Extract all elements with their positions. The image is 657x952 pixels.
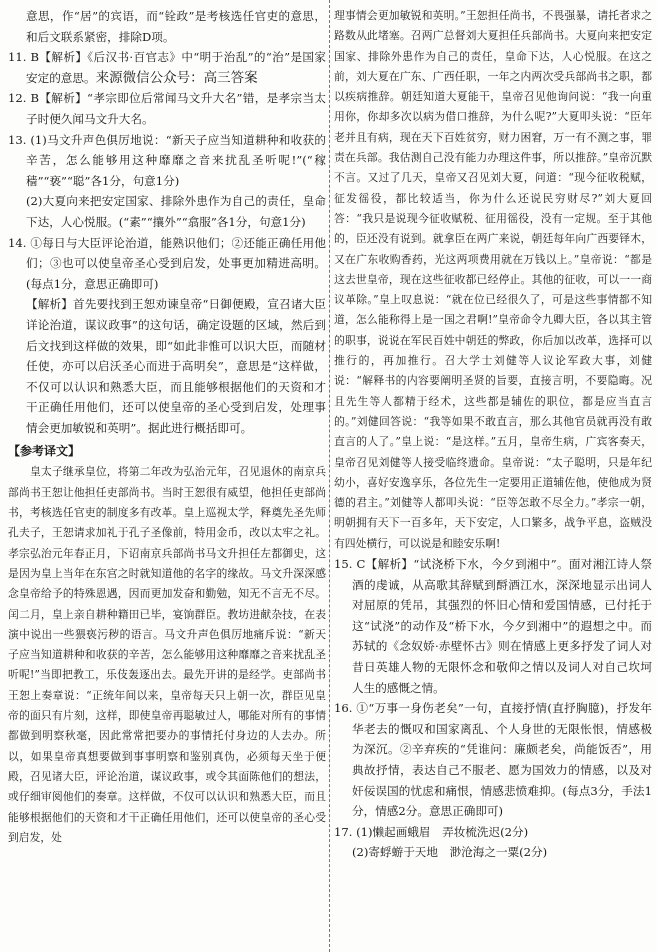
translation-continued: 理事情会更加敏锐和英明。”王恕担任尚书，不畏强暴，请托者求之路数从此堵塞。召两广总督刘大夏担任兵部尚书。大夏向来把安定国家、排除外患作为自己的责任，皇命下达，人心悦服。在这之前，刘大夏在广东、广西任职，一年之内两次受兵部尚书之职，都以疾病推辞。朝廷知道大夏能干，皇帝召见他询问说：“我一向重用你，你却多次以病为借口推辞，为什么呢?”大夏叩头说：“臣年老并且有病，现在天下百姓贫穷，财力困窘，万一有不测之事，罪责在兵部。我估测自己没有能力办理这件事，所以推辞。”皇帝沉默不言。又过了几天，皇帝又召见刘大夏，问道：“现今征收税赋，征发徭役，都比较适当，你为什么还说民穷财尽?”刘大夏回答：“我只是说现今征收赋税、征用徭役，没有一定规。至于其他的，臣还没有说到。就拿臣在两广来说，朝廷每年向广西要铎木，又在广东收购香药，光这两项费用就在万钱以上。”皇帝说：“都是这去世皇帝，现在这些征收都已经停止。其他的征收，可以一一商议革除。”皇上叹息说：“就在位已经很久了，可是这些事情都不知道，怎么能称得上是一国之君啊!”皇帝命令九卿大臣，各以其主管的职事，说说在军民百姓中朝廷的弊政，你后加以改革，选择可以推行的，再加推行。召大学士刘健等人议论军政大事，刘健说：“解释书的内容要阐明圣贤的旨要，直接言明，不要隐晦。况且先生等人都精于经术，这些都是辅佐的职位，都是应当直言的。”刘健回答说：“我等如果不敢直言，那么其他官员就再没有敢直言的人了。”皇上说：“是这样。”五月，皇帝生病，广宾客奏天，皇帝召见刘健等人接受临终遗命。皇帝说：“太子聪明，只是年纪幼小，喜好安逸享乐，各位先生一定要用正道辅佐他，使他成为贤德的君主。”刘健等人都叩头说：“臣等怎敢不尽全力。”孝宗一朝，明朝拥有天下一百多年，天下安定，人口繁多，战争平息，盗贼没有四处横行，可以说是和睦安乐啊! [334, 9, 652, 550]
answer-15: 15. C【解析】“试浇桥下水，今夕到湘中”。面对湘江诗人祭酒的虔诚，从高歌其辞赋到酹酒江水，深深地显示出词人对屈原的凭吊，其强烈的怀旧心情和爱国情感，已付托于这“试浇”的动作及“桥下水，今夕到湘中”的遐想之中。而苏轼的《念奴娇·赤壁怀古》则在情感上更多抒发了词人对昔日英雄人物的无限怀念和敬仰之情以及词人对自己坎坷人生的感慨之情。 [334, 557, 652, 695]
column-divider [329, 0, 330, 952]
answer-10-tail: 意思，作“居”的宾语，而“铨政”是考核选任官吏的意思，和后文联系紧密，排除D项。 [26, 9, 326, 44]
answer-13-part1: 13. (1)马文升声色俱厉地说：“新天子应当知道耕种和收获的辛苦，怎么能够用这种靡靡之音来扰乱圣听呢!”(“稼穑”“亵”“聪”各1分，句意1分) [8, 132, 326, 188]
answer-12: 12. B【解析】“孝宗即位后常闻马文升大名”错，是孝宗当太子时便久闻马文升大名。 [8, 91, 326, 126]
section-title-translation: 【参考译文】 [8, 444, 81, 459]
answer-13-part2: (2)大夏向来把安定国家、排除外患作为自己的责任，皇命下达，人心悦服。(“素”“攘外”“翕服”各1分，句意1分) [26, 194, 326, 229]
answer-17-part2: (2)寄蜉蝣于天地 渺沧海之一粟(2分) [352, 845, 548, 860]
answer-16: 16. ①“万事一身伤老矣”一句，直接抒情(直抒胸臆)，抒发年华老去的慨叹和国家离乱、个人身世的无限怅恨，情感极为深沉。②辛弃疾的“凭谁问：廉颇老矣，尚能饭否”，用典故抒情，表达自己不服老、愿为国效力的情感，以及对奸佞误国的忧虑和痛恨，情感悲愤难抑。(每点3分，手法1分，情感2分。意思正确即可) [334, 701, 652, 819]
answer-11-text: 11. B【解析】《后汉书·百官志》中“明于治乱”的“治”是国家安定的意思。 [8, 50, 326, 85]
answer-17-part1: 17. (1)懒起画蛾眉 弄妆梳洗迟(2分) [334, 824, 529, 839]
translation-text: 皇太子继承皇位，将第二年改为弘治元年，召见退休的南京兵部尚书王恕让他担任吏部尚书。当时王恕很有威望，他担任吏部尚书，考核选任官吏的制度多有改革。皇上巡视太学，释奠先圣先师孔夫子，王恕请求加礼于孔子圣像前，特用金币，改以太牢之礼。孝宗弘治元年春正月，下诏南京兵部尚书马文升担任左都御史，这是因为皇上当年在东宫之时就知道他的名字的缘故。马文升深深感念皇帝给予的特殊恩遇，因而更加发奋和勤勉，知无不言无不尽。闰二月，皇上亲自耕种籍田已毕，宴饷群臣。教坊进献杂技，在表演中说出一些猥亵污秽的语言。马文升声色俱厉地痛斥说：“新天子应当知道耕种和收获的辛苦，怎么能够用这种靡靡之音来扰乱圣听呢!”当即把教工，乐伎轰逐出去。最先开讲的是经学。吏部尚书王恕上奏章说：“正统年间以来，皇帝每天只上朝一次，群臣见皇帝的面只有片刻，这样，即使皇帝再聪敏过人，哪能对所有的事情都做到明察秋毫，因此常常把要办的事情托付身边的人去办。所以，如果皇帝真想要做到事事明察和鉴别真伪，必须每天坐于便殿，召见诸大臣，评论治道，谋议政事，或令其面陈他们的想法，或仔细审阅他们的奏章。这样做，不仅可以认识和熟悉大臣，而且能够根据他们的天资和才干正确任用他们，还可以使皇帝的圣心受到启发，处 [8, 465, 326, 844]
left-column [8, 6, 326, 848]
watermark-text: 来源微信公众号：高三答案 [95, 69, 258, 86]
answer-11 [8, 47, 326, 88]
answer-14: 14. ①每日与大臣评论治道，能熟识他们；②还能正确任用他们；③也可以使皇帝圣心受到启发，处事更加精进高明。(每点1分，意思正确即可) [8, 235, 326, 291]
answer-14-analysis: 【解析】首先要找到王恕劝谏皇帝“日御便殿，宣召诸大臣详论治道，谋议政事”的这句话，确定设题的区域，然后到后文找到这样做的效果，即“如此非惟可以识大臣，而随材任使，亦可以启沃圣心而进于高明矣”，意思是“这样做，不仅可以认识和熟悉大臣，而且能够根据他们的天资和才干正确任用他们，还可以使皇帝的圣心受到启发，处理事情会更加敏锐和英明”。据此进行概括即可。 [26, 297, 326, 435]
right-column [334, 6, 652, 863]
